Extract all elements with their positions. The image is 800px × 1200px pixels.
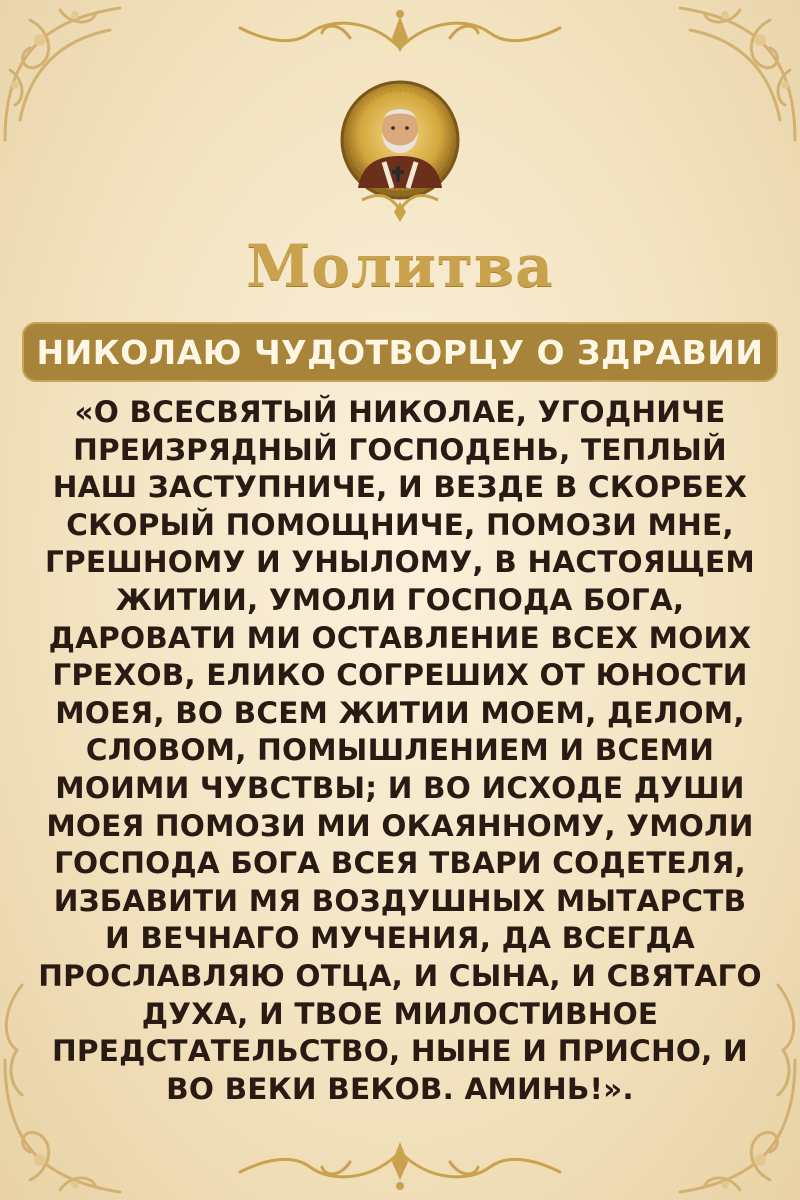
subtitle-banner (22, 322, 778, 382)
bottom-flourish-icon (230, 1132, 570, 1192)
prayer-line: ГРЕХОВ, ЕЛИКО СОГРЕШИХ ОТ ЮНОСТИ (52, 658, 748, 693)
prayer-text (30, 394, 770, 1108)
corner-ornament-icon (650, 0, 800, 150)
prayer-line: МОЕЯ, ВО ВСЕМ ЖИТИИ МОЕМ, ДЕЛОМ, (55, 695, 745, 730)
prayer-line: ПРЕИЗРЯДНЫЙ ГОСПОДЕНЬ, ТЕПЛЫЙ (73, 432, 727, 467)
page-title: Молитва (246, 232, 554, 300)
prayer-line: И ВЕЧНАГО МУЧЕНИЯ, ДА ВСЕГДА (105, 921, 695, 956)
prayer-line: ИЗБАВИТИ МЯ ВОЗДУШНЫХ МЫТАРСТВ (53, 883, 747, 918)
prayer-line: НАШ ЗАСТУПНИЧЕ, И ВЕЗДЕ В СКОРБЕХ (52, 470, 748, 505)
prayer-line: «О ВСЕСВЯТЫЙ НИКОЛАЕ, УГОДНИЧЕ (74, 395, 726, 429)
top-flourish-icon (230, 8, 570, 58)
prayer-line: СЛОВОМ, ПОМЫШЛЕНИЕМ И ВСЕМИ (85, 733, 715, 768)
side-ornament-icon (2, 980, 32, 1100)
prayer-line: МОЕЯ ПОМОЗИ МИ ОКАЯННОМУ, УМОЛИ (46, 808, 754, 843)
prayer-line: ПРЕДСТАТЕЛЬСТВО, НЫНЕ И ПРИСНО, И (52, 1034, 748, 1069)
prayer-line: СКОРЫЙ ПОМОЩНИЧЕ, ПОМОЗИ МНЕ, (66, 507, 734, 542)
prayer-line: ДУХА, И ТВОЕ МИЛОСТИВНОЕ (141, 996, 659, 1031)
prayer-line: ПРОСЛАВЛЯЮ ОТЦА, И СЫНА, И СВЯТАГО (38, 958, 762, 993)
prayer-line: ГРЕШНОМУ И УНЫЛОМУ, В НАСТОЯЩЕМ (45, 545, 755, 580)
prayer-line: МОИМИ ЧУВСТВЫ; И ВО ИСХОДЕ ДУШИ (55, 770, 745, 805)
corner-ornament-icon (0, 0, 150, 150)
prayer-line: ВО ВЕКИ ВЕКОВ. АМИНЬ!». (166, 1071, 634, 1106)
prayer-line: ГОСПОДА БОГА ВСЕЯ ТВАРИ СОДЕТЕЛЯ, (54, 846, 746, 881)
side-ornament-icon (768, 980, 798, 1100)
subtitle-text: НИКОЛАЮ ЧУДОТВОРЦУ О ЗДРАВИИ (36, 332, 764, 372)
saint-nicholas-icon (322, 70, 478, 226)
prayer-line: ДАРОВАТИ МИ ОСТАВЛЕНИЕ ВСЕХ МОИХ (48, 620, 752, 655)
prayer-line: ЖИТИИ, УМОЛИ ГОСПОДА БОГА, (115, 582, 685, 617)
